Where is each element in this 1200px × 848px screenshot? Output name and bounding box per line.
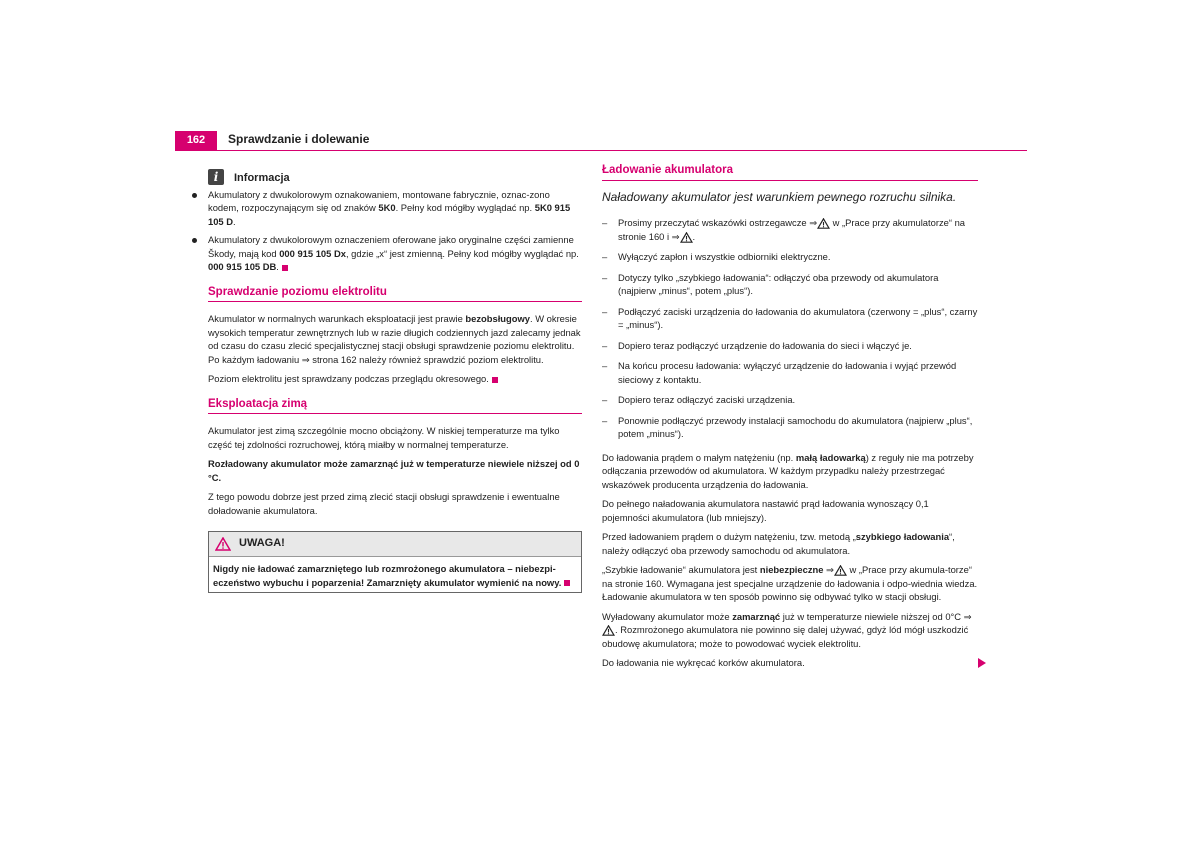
charging-step-7: – Dopiero teraz odłączyć zaciski urządzenia. xyxy=(602,394,796,405)
charging-step-1: – Prosimy przeczytać wskazówki ostrzegawcze ⇒ w „Prace przy akumulatorze“ na stronie 160 i ⇒ . xyxy=(602,217,966,242)
bullet-dot xyxy=(192,238,197,243)
winter-paragraph-2: Rozładowany akumulator może zamarznąć już w temperaturze niewiele niższej od 0 °C. xyxy=(208,458,580,483)
electrolyte-paragraph-2: Poziom elektrolitu jest sprawdzany podczas przeglądu okresowego. xyxy=(208,372,582,386)
winter-paragraph-1: Akumulator jest zimą szczególnie mocno obciążony. W niskiej temperaturze ma tylko część tej zdolności rozruchowej, którą miałby w normalnej temperaturze. xyxy=(208,425,560,450)
page-header xyxy=(175,128,1027,151)
charging-step-6: – Na końcu procesu ładowania: wyłączyć urządzenie do ładowania i wyjąć przewód sieciowy z kontaktu. xyxy=(602,360,957,385)
info-bullet-1: Akumulatory z dwukolorowym oznakowaniem, montowane fabrycznie, oznac-zono kodem, rozpoczynającym się od znaków 5K0. Pełny kod mógłby wyglądać np. 5K0 915 105 D. xyxy=(192,188,582,229)
charging-paragraph-4: „Szybkie ładowanie“ akumulatora jest niebezpieczne ⇒ w „Prace przy akumula-torze“ na stronie 160. Wymagana jest specjalne urządzenie do ładowania i odpo-wiednia wiedza. Ładowanie akumulatora w ten sposób powinno się odbywać tylko w stacji obsługi. xyxy=(602,564,978,602)
end-mark-icon xyxy=(282,265,288,271)
warning-triangle-icon xyxy=(834,565,847,576)
left-column xyxy=(208,168,582,593)
electrolyte-paragraph-1: Akumulator w normalnych warunkach eksploatacji jest prawie bezobsługowy. W okresie wysokich temperatur zewnętrznych lub w razie długich codziennych jazd zalecamy jednak od czasu do czasu zlecić specjalistycznej stacji obsługi sprawdzenie poziomu elektrolitu. Po każdym ładowaniu ⇒ strona 162 należy również sprawdzić poziom elektrolitu. xyxy=(208,313,581,365)
section-title-winter: Eksploatacja zimą xyxy=(208,398,582,415)
next-page-arrow-icon xyxy=(978,658,986,668)
charging-step-4: – Podłączyć zaciski urządzenia do ładowania do akumulatora (czerwony = „plus“, czarny = „minus“). xyxy=(602,305,978,330)
info-icon: i xyxy=(208,169,224,185)
info-bullet-2: Akumulatory z dwukolorowym oznaczeniem oferowane jako oryginalne części zamienne Škody, mają kod 000 915 105 Dx, gdzie „x“ jest zmienną. Pełny kod mógłby wyglądać np. 000 915 105 DB. xyxy=(192,233,582,274)
warning-box xyxy=(208,531,582,593)
end-mark-icon xyxy=(564,580,570,586)
charging-paragraph-6: Do ładowania nie wykręcać korków akumulatora. xyxy=(602,657,805,668)
charging-step-8: – Ponownie podłączyć przewody instalacji samochodu do akumulatora (najpierw „plus“, potem „minus“). xyxy=(602,414,973,439)
section-title-charging: Ładowanie akumulatora xyxy=(602,164,978,181)
warning-triangle-icon xyxy=(602,625,615,636)
charging-lead: Naładowany akumulator jest warunkiem pewnego rozruchu silnika. xyxy=(602,189,957,204)
warning-triangle-icon xyxy=(817,218,830,229)
charging-paragraph-3: Przed ładowaniem prądem o dużym natężeniu, tzw. metodą „szybkiego ładowania“, należy odłączyć oba przewody samochodu od akumulatora. xyxy=(602,531,955,556)
info-heading xyxy=(208,168,582,186)
charging-step-5: – Dopiero teraz podłączyć urządzenie do ładowania do sieci i włączyć je. xyxy=(602,339,912,351)
warning-title: UWAGA! xyxy=(239,537,285,550)
charging-paragraph-5: Wyładowany akumulator może zamarznąć już w temperaturze niewiele niższej od 0°C ⇒. Rozmrożonego akumulatora nie powinno się dalej używać, gdyż lód mógł uszkodzić obudowę akumulatora; może to powodować wyciek elektrolitu. xyxy=(602,610,972,649)
chapter-title: Sprawdzanie i dolewanie xyxy=(228,132,370,146)
info-box xyxy=(192,168,582,274)
page-number: 162 xyxy=(175,131,217,150)
warning-header xyxy=(209,532,581,557)
end-mark-icon xyxy=(492,377,498,383)
charging-paragraph-2: Do pełnego naładowania akumulatora nastawić prąd ładowania wynoszący 0,1 pojemności akumulatora (lub mniejszy). xyxy=(602,498,929,523)
right-column xyxy=(602,164,978,676)
warning-triangle-icon xyxy=(215,537,231,551)
info-title: Informacja xyxy=(234,172,290,184)
section-title-electrolyte: Sprawdzanie poziomu elektrolitu xyxy=(208,286,582,303)
warning-text: Nigdy nie ładować zamarzniętego lub rozmrożonego akumulatora – niebezpi-eczeństwo wybuchu i poparzenia! Zamarznięty akumulator wymienić na nowy. xyxy=(209,557,581,592)
charging-step-2: – Wyłączyć zapłon i wszystkie odbiorniki elektryczne. xyxy=(602,251,831,262)
charging-step-3: – Dotyczy tylko „szybkiego ładowania“: odłączyć oba przewody od akumulatora (najpierw „minus“, potem „plus“). xyxy=(602,271,939,296)
winter-paragraph-3: Z tego powodu dobrze jest przed zimą zlecić stacji obsługi sprawdzenie i ewentualne doładowanie akumulatora. xyxy=(208,491,560,516)
bullet-dot xyxy=(192,193,197,198)
warning-triangle-icon xyxy=(680,232,693,243)
charging-paragraph-1: Do ładowania prądem o małym natężeniu (np. małą ładowarką) z reguły nie ma potrzeby odłączania przewodów od akumulatora. W każdym przypadku należy przestrzegać wskazówek producenta urządzenia do ładowania. xyxy=(602,451,974,490)
